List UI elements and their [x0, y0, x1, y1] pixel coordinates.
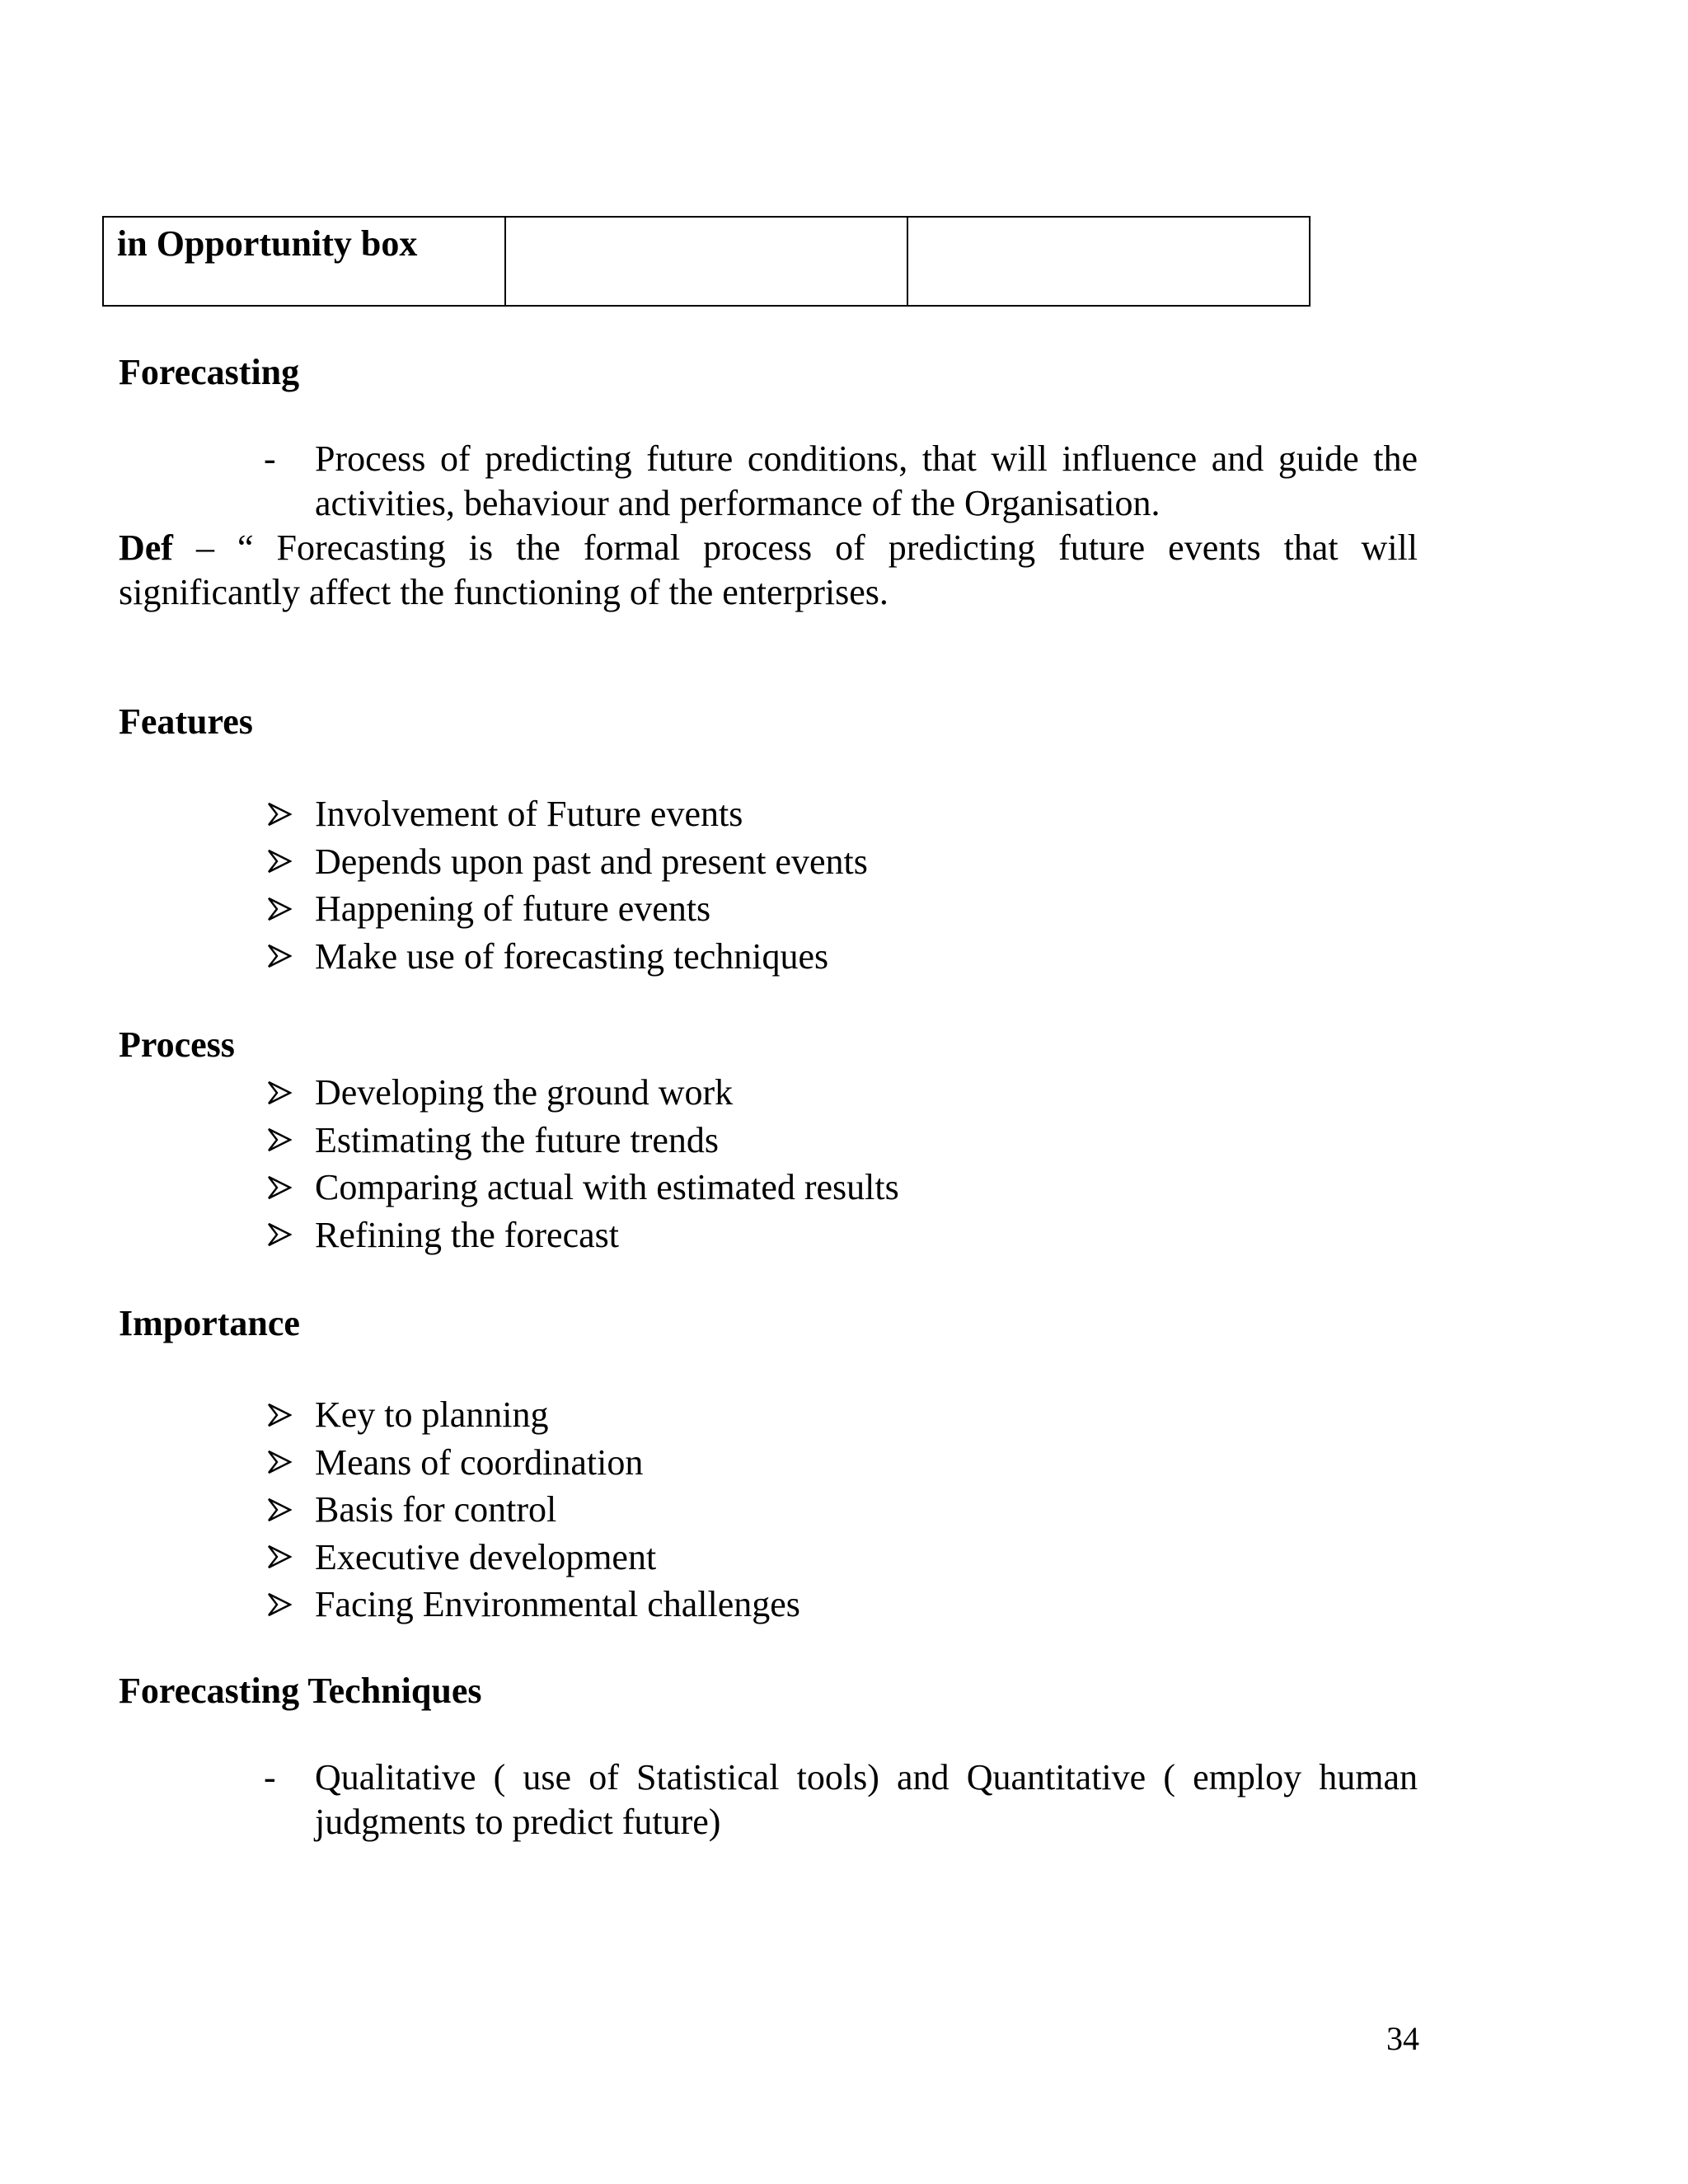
arrow-bullet-icon: [267, 944, 292, 968]
arrow-bullet-icon: [267, 1544, 292, 1569]
definition-label: Def: [119, 527, 173, 568]
arrow-bullet-icon: [267, 1403, 292, 1427]
section-heading-importance: Importance: [119, 1303, 300, 1343]
list-item-text: Means of coordination: [315, 1441, 644, 1483]
list-item: [264, 838, 868, 886]
arrow-bullet-icon: [267, 1450, 292, 1474]
dash-marker: -: [264, 1757, 276, 1797]
arrow-bullet-icon: [267, 1080, 292, 1105]
techniques-point-text: Qualitative ( use of Statistical tools) and Quantitative ( employ human judgments to predict future): [315, 1757, 1418, 1842]
list-item-text: Comparing actual with estimated results: [315, 1167, 899, 1207]
list-item-text: Refining the forecast: [315, 1214, 619, 1255]
list-item-text: Happening of future events: [315, 888, 711, 929]
list-item: [264, 1117, 899, 1165]
dash-marker: -: [264, 438, 276, 479]
list-item-text: Estimating the future trends: [315, 1119, 719, 1160]
features-list: [264, 790, 868, 980]
table-cell: in Opportunity box: [103, 217, 505, 306]
arrow-bullet-icon: [267, 1497, 292, 1522]
list-item: [264, 790, 868, 838]
section-heading-forecasting: Forecasting: [119, 352, 300, 392]
table-row: [103, 217, 1310, 306]
arrow-bullet-icon: [267, 897, 292, 921]
list-item-text: Make use of forecasting techniques: [315, 935, 829, 977]
section-heading-process: Process: [119, 1024, 235, 1065]
arrow-bullet-icon: [267, 802, 292, 827]
forecasting-point: [264, 437, 1418, 526]
list-item: [264, 1534, 800, 1582]
list-item-text: Key to planning: [315, 1394, 549, 1435]
list-item: [264, 1069, 899, 1117]
table-cell: [907, 217, 1310, 306]
list-item: [264, 1486, 800, 1534]
list-item: [264, 1439, 800, 1487]
list-item-text: Facing Environmental challenges: [315, 1584, 800, 1624]
process-list: [264, 1069, 899, 1258]
opportunity-table: [102, 216, 1311, 307]
importance-list: [264, 1391, 800, 1629]
definition-paragraph: [119, 526, 1418, 615]
table-cell: [505, 217, 907, 306]
list-item-text: Executive development: [315, 1536, 657, 1577]
list-item: [264, 1391, 800, 1439]
arrow-bullet-icon: [267, 1222, 292, 1247]
arrow-bullet-icon: [267, 849, 292, 874]
arrow-bullet-icon: [267, 1175, 292, 1200]
forecasting-point-text: Process of predicting future conditions, that will influence and guide the activities, behaviour and performance of the Organisation.: [315, 438, 1418, 523]
definition-text: – “ Forecasting is the formal process of predicting future events that will significantly affect the functioning of the enterprises.: [119, 527, 1418, 612]
list-item-text: Developing the ground work: [315, 1072, 734, 1113]
section-heading-forecasting-techniques: Forecasting Techniques: [119, 1671, 482, 1711]
list-item: [264, 1581, 800, 1629]
section-heading-features: Features: [119, 701, 253, 742]
list-item: [264, 885, 868, 933]
list-item: [264, 1212, 899, 1259]
list-item-text: Involvement of Future events: [315, 794, 743, 834]
list-item-text: Depends upon past and present events: [315, 841, 868, 882]
arrow-bullet-icon: [267, 1127, 292, 1152]
arrow-bullet-icon: [267, 1592, 292, 1617]
page-number: 34: [1386, 2020, 1419, 2057]
list-item: [264, 933, 868, 981]
list-item: [264, 1164, 899, 1212]
list-item-text: Basis for control: [315, 1489, 557, 1530]
techniques-point: [264, 1755, 1418, 1844]
